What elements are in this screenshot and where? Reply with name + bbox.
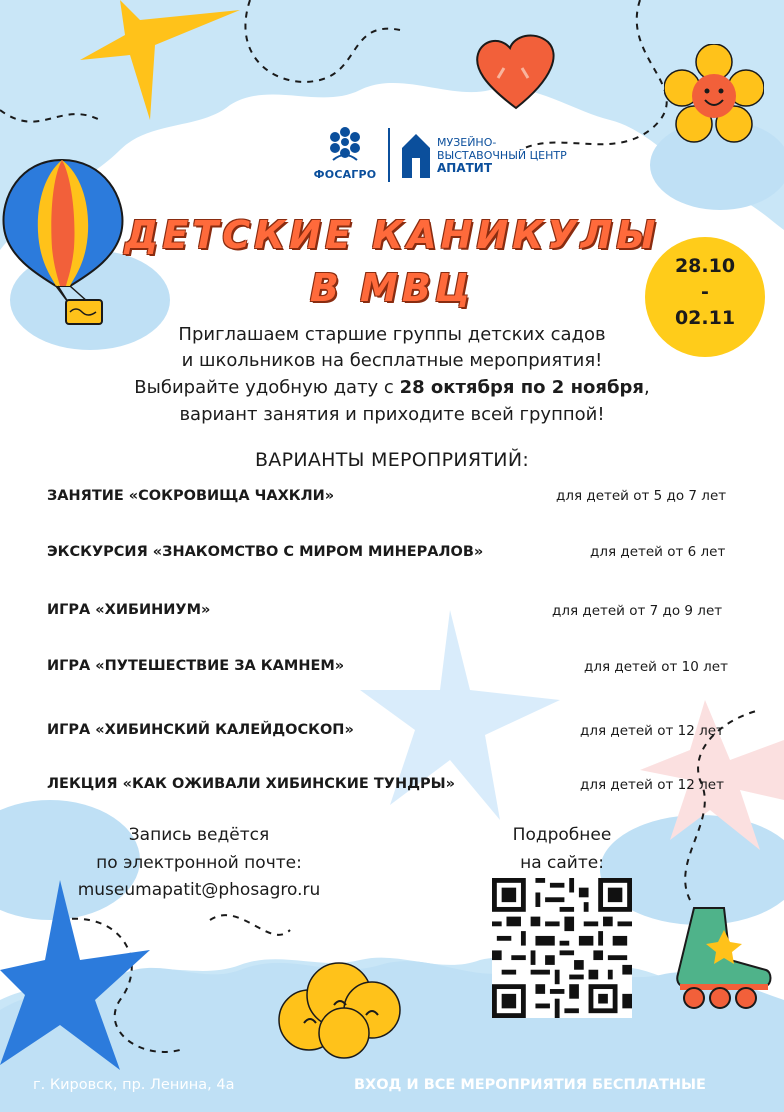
logo-divider [388,128,390,182]
mvc-wordmark [437,136,567,175]
event-name-1: ЗАНЯТИЕ «СОКРОВИЩА ЧАХКЛИ» [47,488,335,504]
website-line1: Подробнее [512,825,612,845]
event-age-1: для детей от 5 до 7 лет [556,488,727,504]
smiling-flower-icon [664,44,764,144]
title-line2: В МВЦ [309,266,475,310]
date-to: 02.11 [674,307,736,329]
intro-line3: Выбирайте удобную дату с 28 октября по 2 ноября, [134,377,650,398]
website-line2: на сайте: [520,853,604,873]
intro-line1: Приглашаем старшие группы детских садов [178,324,606,345]
mvc-line1: МУЗЕЙНО- [437,136,497,149]
event-age-3: для детей от 7 до 9 лет [552,603,723,619]
intro-line2: и школьников на бесплатные мероприятия! [181,350,603,371]
contact-line1: Запись ведётся [128,825,270,845]
event-name-4: ИГРА «ПУТЕШЕСТВИЕ ЗА КАМНЕМ» [47,658,345,674]
mvc-line2: ВЫСТАВОЧНЫЙ ЦЕНТР [437,149,567,162]
date-from: 28.10 [674,255,736,277]
event-age-2: для детей от 6 лет [590,544,726,560]
phosagro-wordmark: ФОСАГРО [313,168,377,181]
heart-icon [474,34,558,112]
yellow-star-icon [80,0,240,120]
date-separator: - [701,281,709,303]
event-age-4: для детей от 10 лет [584,659,728,675]
contact-email[interactable]: museumapatit@phosagro.ru [77,880,321,900]
event-name-5: ИГРА «ХИБИНСКИЙ КАЛЕЙДОСКОП» [47,722,354,738]
phosagro-flower-icon [325,126,365,164]
blue-star-icon [0,880,150,1070]
event-age-5: для детей от 12 лет [580,723,724,739]
event-name-2: ЭКСКУРСИЯ «ЗНАКОМСТВО С МИРОМ МИНЕРАЛОВ» [47,544,484,560]
smiling-cloud-icon [274,955,404,1060]
footer-free-note: ВХОД И ВСЕ МЕРОПРИЯТИЯ БЕСПЛАТНЫЕ [354,1077,706,1093]
mvc-house-icon [400,132,432,178]
mvc-line3: АПАТИТ [437,161,493,175]
phosagro-logo [312,126,378,181]
intro-date-range: 28 октября по 2 ноября [399,377,644,398]
contact-line2: по электронной почте: [96,853,302,873]
events-heading: ВАРИАНТЫ МЕРОПРИЯТИЙ: [254,449,530,471]
roller-skate-icon [674,900,774,1010]
event-age-6: для детей от 12 лет [580,777,724,793]
footer-address: г. Кировск, пр. Ленина, 4а [33,1077,235,1093]
intro-line4: вариант занятия и приходите всей группой! [179,404,605,425]
event-name-3: ИГРА «ХИБИНИУМ» [47,602,211,618]
logos [312,126,602,186]
title-line1: ДЕТСКИЕ КАНИКУЛЫ [124,213,660,257]
event-name-6: ЛЕКЦИЯ «КАК ОЖИВАЛИ ХИБИНСКИЕ ТУНДРЫ» [47,776,456,792]
qr-code-icon[interactable] [492,878,632,1018]
